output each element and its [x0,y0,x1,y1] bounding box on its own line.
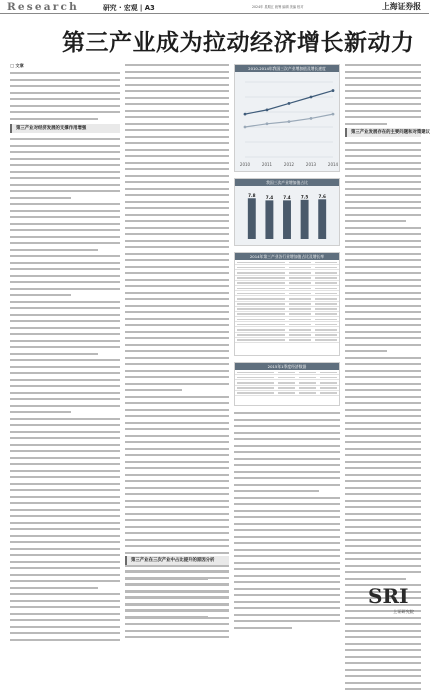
bar-chart-plot [235,186,339,245]
body-text-column-1 [10,138,120,645]
lead-paragraph [10,72,120,124]
edition-info: 2024年 星期五 统筹 编辑 美编 校对 [252,5,304,9]
data-point [244,113,247,116]
data-table [234,252,340,356]
bar [265,200,273,239]
section-heading: 第三产业对经济发展的支撑作用增强 [10,124,120,133]
logo-caption: 上证研究院 [393,609,414,614]
data-point [332,89,335,92]
bar [301,200,309,239]
data-point [310,117,313,120]
chart-title: 我国三次产业增加值占比 [235,179,339,186]
bar [283,200,291,239]
line-chart [234,64,340,172]
body-text-column-3 [160,64,229,357]
bar [318,199,326,239]
line-chart-plot [235,72,339,171]
data-point [288,120,291,123]
bar-data-label: 7.4 [283,194,291,200]
table-title: 2015年1季度经济数据 [235,363,339,370]
data-point [310,96,313,99]
masthead [0,0,429,14]
page-section-label: 研究 · 宏观 | A3 [103,4,155,12]
section-heading: 第三产业发展存在的主要问题和对策建议 [345,128,421,137]
section-heading: 第三产业在三次产业中占比提升的原因分析 [125,556,229,565]
x-tick-label: 2013 [305,162,317,167]
bar-data-label: 7.6 [318,193,326,199]
bar [248,198,256,239]
x-tick-label: 2014 [327,162,339,167]
byline: □ 文章 [10,63,24,68]
logo-mark: SRI [368,584,409,608]
data-point [244,126,247,129]
x-tick-label: 2011 [261,162,273,167]
data-point [266,108,269,111]
bar-data-label: 7.8 [248,192,256,198]
research-institute-logo [368,584,418,618]
section-brand: Research [7,1,79,13]
data-point [266,122,269,125]
bar-data-label: 7.5 [300,194,309,200]
body-text-column-2b [125,570,229,622]
bar-chart [234,178,340,246]
data-point [332,113,335,116]
table-title: 2014年第三产业各行业增加值占比及增长率 [235,253,339,260]
body-text-column-4 [234,412,340,633]
newspaper-logo: 上海证券报 [382,2,421,11]
bar-data-label: 7.4 [265,194,274,200]
body-text-column-5 [345,64,421,129]
chart-title: 2010-2014年我国三次产业增加值及增长速度 [235,65,339,72]
data-point [288,102,291,105]
page-title: 第三产业成为拉动经济增长新动力 [62,29,415,56]
x-tick-label: 2012 [283,162,295,167]
data-table-2 [234,362,340,406]
x-tick-label: 2010 [239,162,251,167]
